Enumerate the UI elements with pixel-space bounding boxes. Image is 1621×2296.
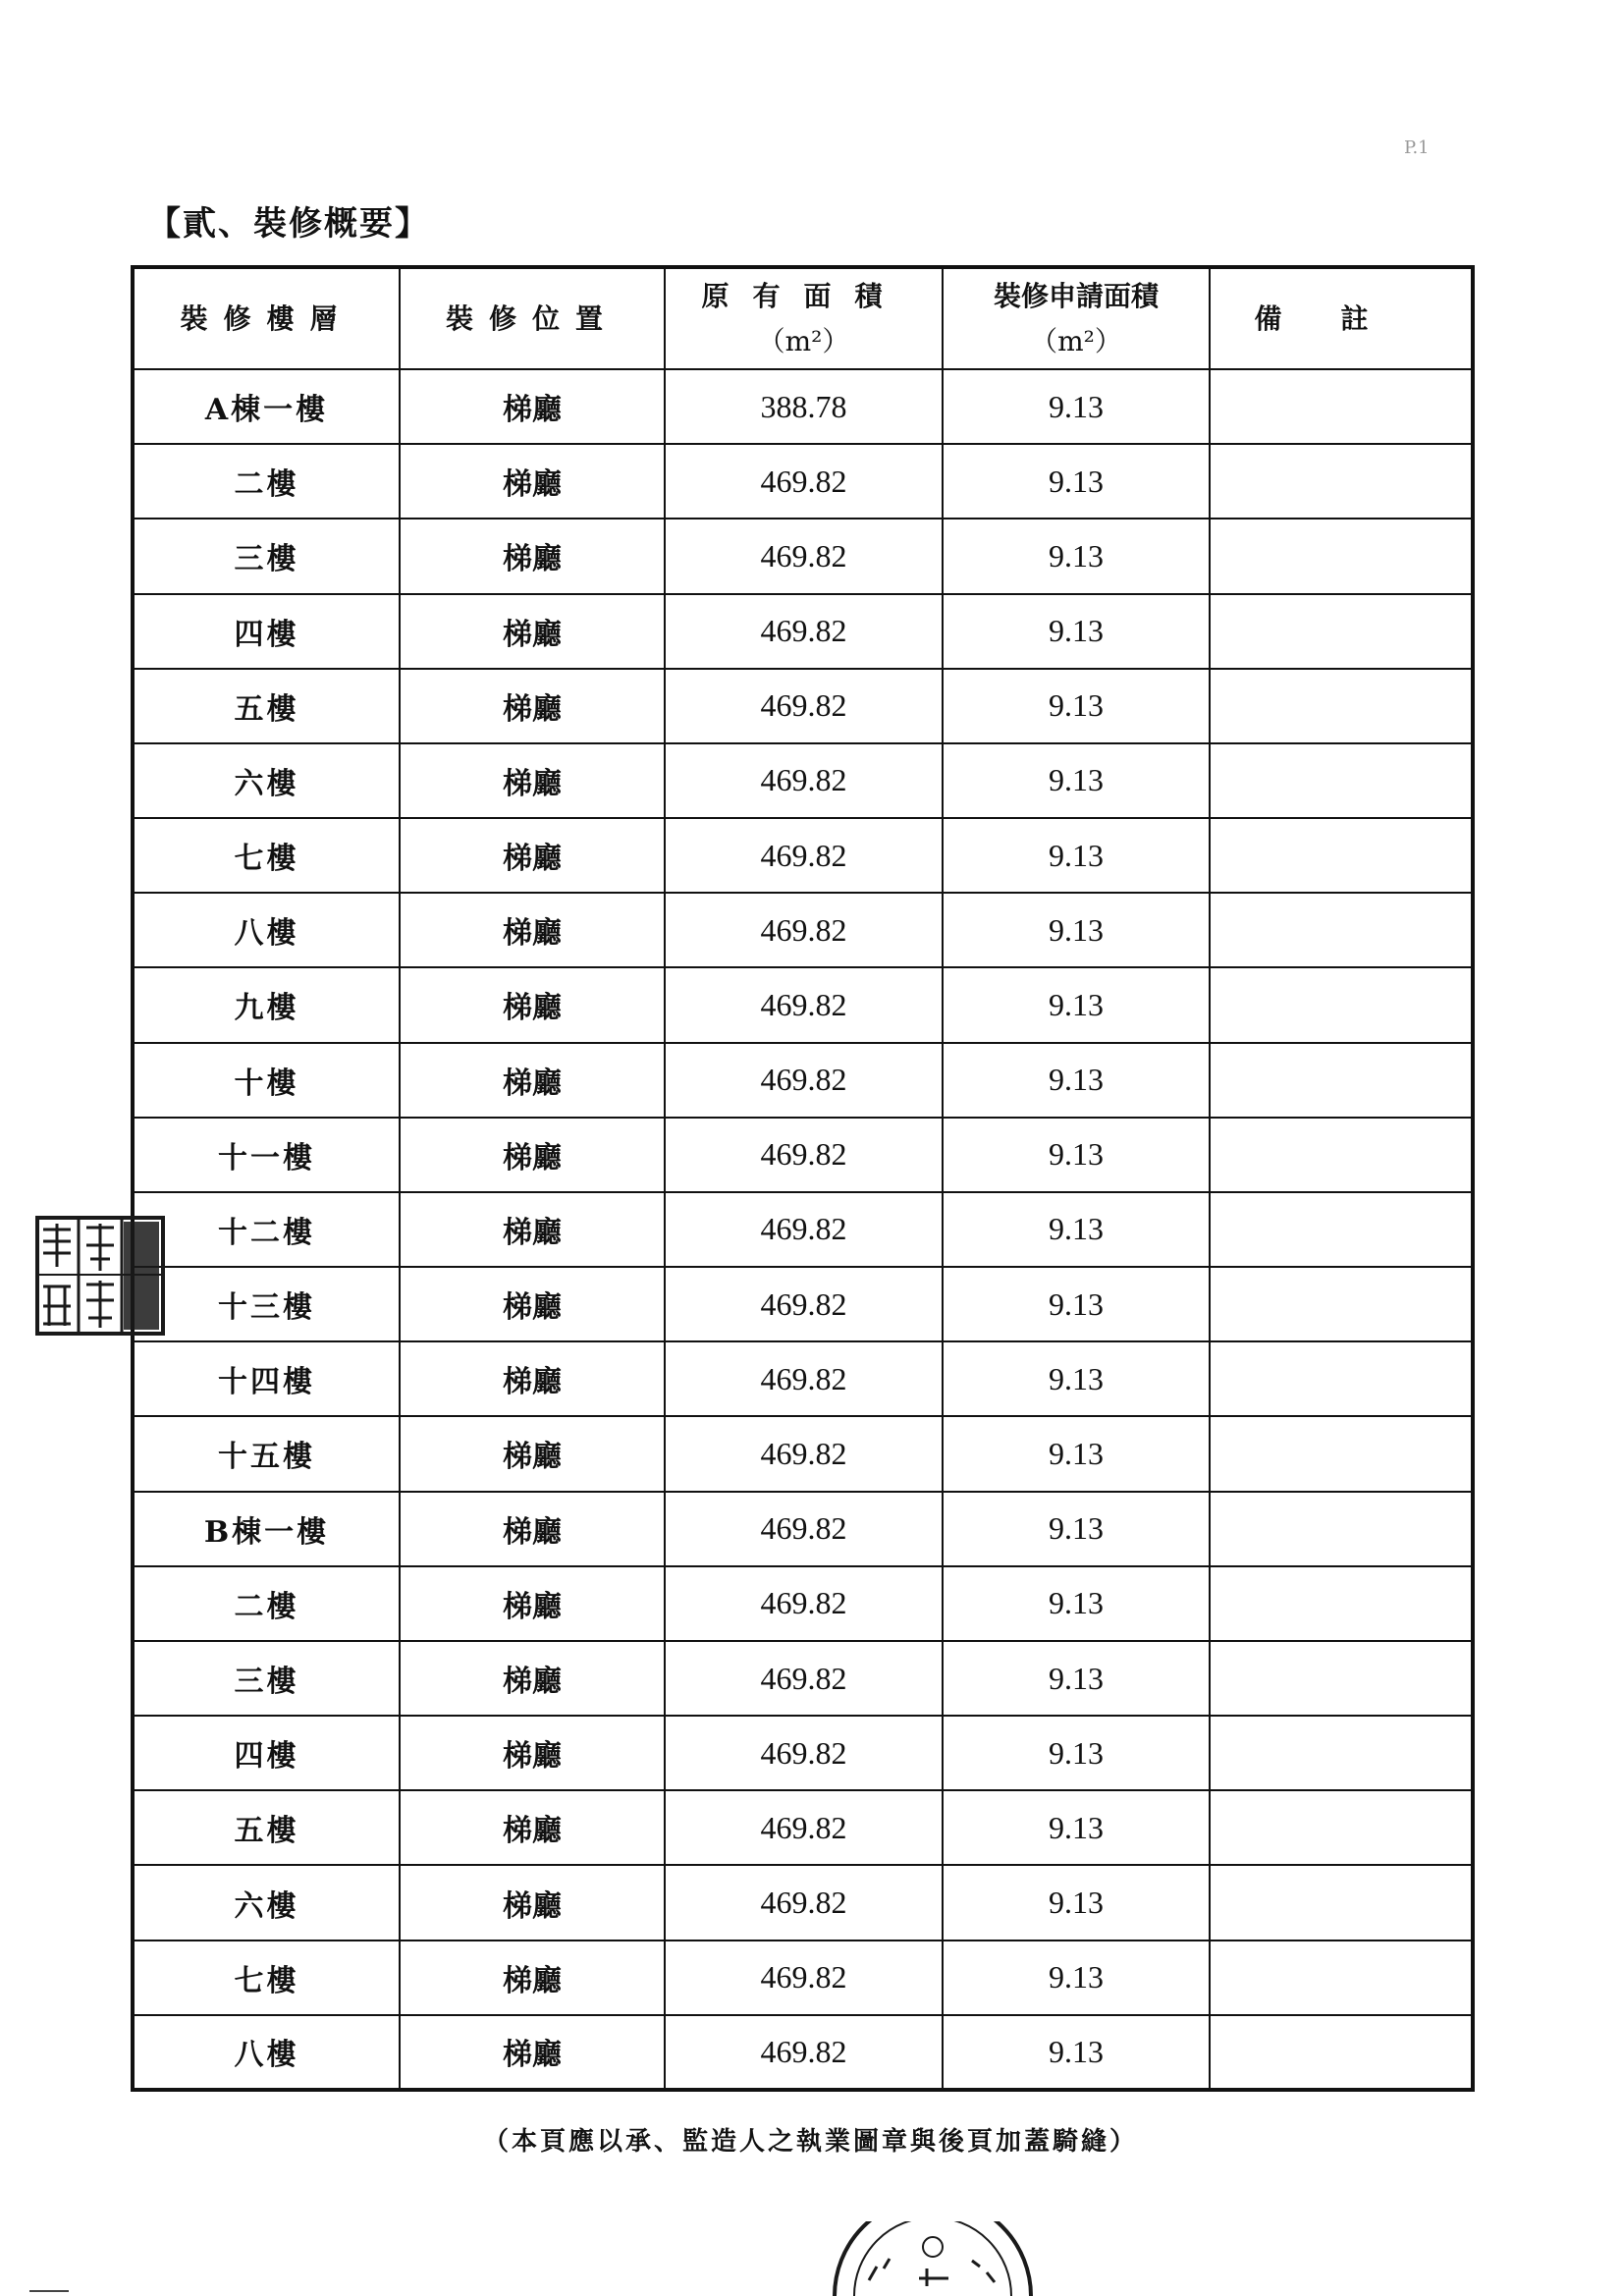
- applied-area-cell: 9.13: [943, 2015, 1210, 2090]
- remarks-cell: [1210, 444, 1473, 519]
- floor-cell: 三樓: [133, 519, 400, 593]
- floor-cell: 三樓: [133, 1641, 400, 1716]
- original-area-cell: 388.78: [665, 369, 943, 444]
- header-remarks: 備註: [1210, 267, 1473, 369]
- original-area-cell: 469.82: [665, 1716, 943, 1790]
- page-mark: P.1: [1404, 137, 1430, 158]
- table-row: [133, 1492, 1473, 1566]
- table-row: [133, 1566, 1473, 1641]
- original-area-cell: 469.82: [665, 519, 943, 593]
- floor-cell: 六樓: [133, 1865, 400, 1940]
- table-row: [133, 369, 1473, 444]
- location-cell: 梯廳: [400, 369, 665, 444]
- original-area-cell: 469.82: [665, 594, 943, 669]
- applied-area-cell: 9.13: [943, 1118, 1210, 1192]
- table-row: [133, 893, 1473, 967]
- original-area-cell: 469.82: [665, 1865, 943, 1940]
- remarks-cell: [1210, 1341, 1473, 1416]
- applied-area-cell: 9.13: [943, 1790, 1210, 1865]
- applied-area-cell: 9.13: [943, 1416, 1210, 1491]
- table-row: [133, 2015, 1473, 2090]
- original-area-cell: 469.82: [665, 1941, 943, 2015]
- section-title: 【貳、裝修概要】: [147, 204, 430, 244]
- location-cell: 梯廳: [400, 1118, 665, 1192]
- header-original-area-unit: （m²）: [757, 324, 850, 357]
- table-row: [133, 519, 1473, 593]
- remarks-cell: [1210, 369, 1473, 444]
- remarks-cell: [1210, 1566, 1473, 1641]
- location-cell: 梯廳: [400, 967, 665, 1042]
- table-row: [133, 594, 1473, 669]
- table-row: [133, 669, 1473, 743]
- floor-cell: A棟一樓: [133, 369, 400, 444]
- table-row: [133, 1118, 1473, 1192]
- remarks-cell: [1210, 967, 1473, 1042]
- applied-area-cell: 9.13: [943, 1267, 1210, 1341]
- floor-cell: 五樓: [133, 1790, 400, 1865]
- applied-area-cell: 9.13: [943, 1566, 1210, 1641]
- table-row: [133, 1641, 1473, 1716]
- applied-area-cell: 9.13: [943, 369, 1210, 444]
- location-cell: 梯廳: [400, 1043, 665, 1118]
- location-cell: 梯廳: [400, 1790, 665, 1865]
- table-row: [133, 1341, 1473, 1416]
- table-row: [133, 967, 1473, 1042]
- table-row: [133, 1790, 1473, 1865]
- remarks-cell: [1210, 893, 1473, 967]
- remarks-cell: [1210, 669, 1473, 743]
- original-area-cell: 469.82: [665, 1118, 943, 1192]
- remarks-cell: [1210, 1416, 1473, 1491]
- header-floor: 裝修樓層: [133, 267, 400, 369]
- applied-area-cell: 9.13: [943, 669, 1210, 743]
- location-cell: 梯廳: [400, 1566, 665, 1641]
- renovation-summary-table: [131, 265, 1475, 2092]
- location-cell: 梯廳: [400, 1641, 665, 1716]
- side-seal-stamp: [35, 1216, 165, 1336]
- remarks-cell: [1210, 1492, 1473, 1566]
- applied-area-cell: 9.13: [943, 967, 1210, 1042]
- floor-cell: 十四樓: [133, 1341, 400, 1416]
- applied-area-cell: 9.13: [943, 1716, 1210, 1790]
- floor-cell: B棟一樓: [133, 1492, 400, 1566]
- location-cell: 梯廳: [400, 1341, 665, 1416]
- applied-area-cell: 9.13: [943, 444, 1210, 519]
- original-area-cell: 469.82: [665, 967, 943, 1042]
- floor-cell: 十五樓: [133, 1416, 400, 1491]
- applied-area-cell: 9.13: [943, 1341, 1210, 1416]
- floor-cell: 二樓: [133, 444, 400, 519]
- location-cell: 梯廳: [400, 2015, 665, 2090]
- header-location: 裝修位置: [400, 267, 665, 369]
- original-area-cell: 469.82: [665, 743, 943, 818]
- applied-area-cell: 9.13: [943, 743, 1210, 818]
- location-cell: 梯廳: [400, 1941, 665, 2015]
- original-area-cell: 469.82: [665, 1492, 943, 1566]
- applied-area-cell: 9.13: [943, 893, 1210, 967]
- original-area-cell: 469.82: [665, 1566, 943, 1641]
- footer-note: （本頁應以承、監造人之執業圖章與後頁加蓋騎縫）: [482, 2127, 1138, 2157]
- table-row: [133, 1716, 1473, 1790]
- location-cell: 梯廳: [400, 519, 665, 593]
- original-area-cell: 469.82: [665, 1043, 943, 1118]
- remarks-cell: [1210, 743, 1473, 818]
- header-applied-area-unit: （m²）: [1030, 324, 1122, 357]
- applied-area-cell: 9.13: [943, 1941, 1210, 2015]
- remarks-cell: [1210, 1267, 1473, 1341]
- applied-area-cell: 9.13: [943, 1043, 1210, 1118]
- location-cell: 梯廳: [400, 1416, 665, 1491]
- table-body: [133, 369, 1473, 2090]
- floor-cell: 十三樓: [133, 1267, 400, 1341]
- original-area-cell: 469.82: [665, 893, 943, 967]
- original-area-cell: 469.82: [665, 669, 943, 743]
- scan-edge-line: [29, 2290, 69, 2292]
- applied-area-cell: 9.13: [943, 1865, 1210, 1940]
- floor-cell: 二樓: [133, 1566, 400, 1641]
- original-area-cell: 469.82: [665, 1341, 943, 1416]
- location-cell: 梯廳: [400, 893, 665, 967]
- original-area-cell: 469.82: [665, 444, 943, 519]
- floor-cell: 五樓: [133, 669, 400, 743]
- location-cell: 梯廳: [400, 1865, 665, 1940]
- location-cell: 梯廳: [400, 743, 665, 818]
- applied-area-cell: 9.13: [943, 1641, 1210, 1716]
- header-original-area: 原有面積 （m²）: [665, 267, 943, 369]
- floor-cell: 十樓: [133, 1043, 400, 1118]
- table-row: [133, 1416, 1473, 1491]
- original-area-cell: 469.82: [665, 1641, 943, 1716]
- original-area-cell: 469.82: [665, 1790, 943, 1865]
- location-cell: 梯廳: [400, 1192, 665, 1267]
- remarks-cell: [1210, 1941, 1473, 2015]
- remarks-cell: [1210, 1043, 1473, 1118]
- location-cell: 梯廳: [400, 1716, 665, 1790]
- remarks-cell: [1210, 1192, 1473, 1267]
- location-cell: 梯廳: [400, 1267, 665, 1341]
- location-cell: 梯廳: [400, 444, 665, 519]
- floor-cell: 七樓: [133, 818, 400, 893]
- location-cell: 梯廳: [400, 818, 665, 893]
- floor-cell: 七樓: [133, 1941, 400, 2015]
- location-cell: 梯廳: [400, 1492, 665, 1566]
- table-row: [133, 818, 1473, 893]
- table-row: [133, 1941, 1473, 2015]
- remarks-cell: [1210, 1641, 1473, 1716]
- floor-cell: 十二樓: [133, 1192, 400, 1267]
- original-area-cell: 469.82: [665, 1416, 943, 1491]
- applied-area-cell: 9.13: [943, 1192, 1210, 1267]
- floor-cell: 四樓: [133, 594, 400, 669]
- location-cell: 梯廳: [400, 594, 665, 669]
- table-row: [133, 1043, 1473, 1118]
- floor-cell: 八樓: [133, 893, 400, 967]
- original-area-cell: 469.82: [665, 1267, 943, 1341]
- location-cell: 梯廳: [400, 669, 665, 743]
- applied-area-cell: 9.13: [943, 519, 1210, 593]
- applied-area-cell: 9.13: [943, 1492, 1210, 1566]
- table-row: [133, 743, 1473, 818]
- table-row: [133, 1192, 1473, 1267]
- bottom-round-seal: [825, 2221, 1041, 2296]
- floor-cell: 六樓: [133, 743, 400, 818]
- applied-area-cell: 9.13: [943, 594, 1210, 669]
- original-area-cell: 469.82: [665, 2015, 943, 2090]
- remarks-cell: [1210, 519, 1473, 593]
- remarks-cell: [1210, 818, 1473, 893]
- table-header-row: [133, 267, 1473, 369]
- applied-area-cell: 9.13: [943, 818, 1210, 893]
- table-row: [133, 444, 1473, 519]
- floor-cell: 十一樓: [133, 1118, 400, 1192]
- remarks-cell: [1210, 1716, 1473, 1790]
- table-row: [133, 1267, 1473, 1341]
- remarks-cell: [1210, 1790, 1473, 1865]
- remarks-cell: [1210, 594, 1473, 669]
- remarks-cell: [1210, 2015, 1473, 2090]
- header-applied-area: 裝修申請面積 （m²）: [943, 267, 1210, 369]
- remarks-cell: [1210, 1118, 1473, 1192]
- original-area-cell: 469.82: [665, 818, 943, 893]
- floor-cell: 八樓: [133, 2015, 400, 2090]
- table-row: [133, 1865, 1473, 1940]
- floor-cell: 四樓: [133, 1716, 400, 1790]
- original-area-cell: 469.82: [665, 1192, 943, 1267]
- remarks-cell: [1210, 1865, 1473, 1940]
- floor-cell: 九樓: [133, 967, 400, 1042]
